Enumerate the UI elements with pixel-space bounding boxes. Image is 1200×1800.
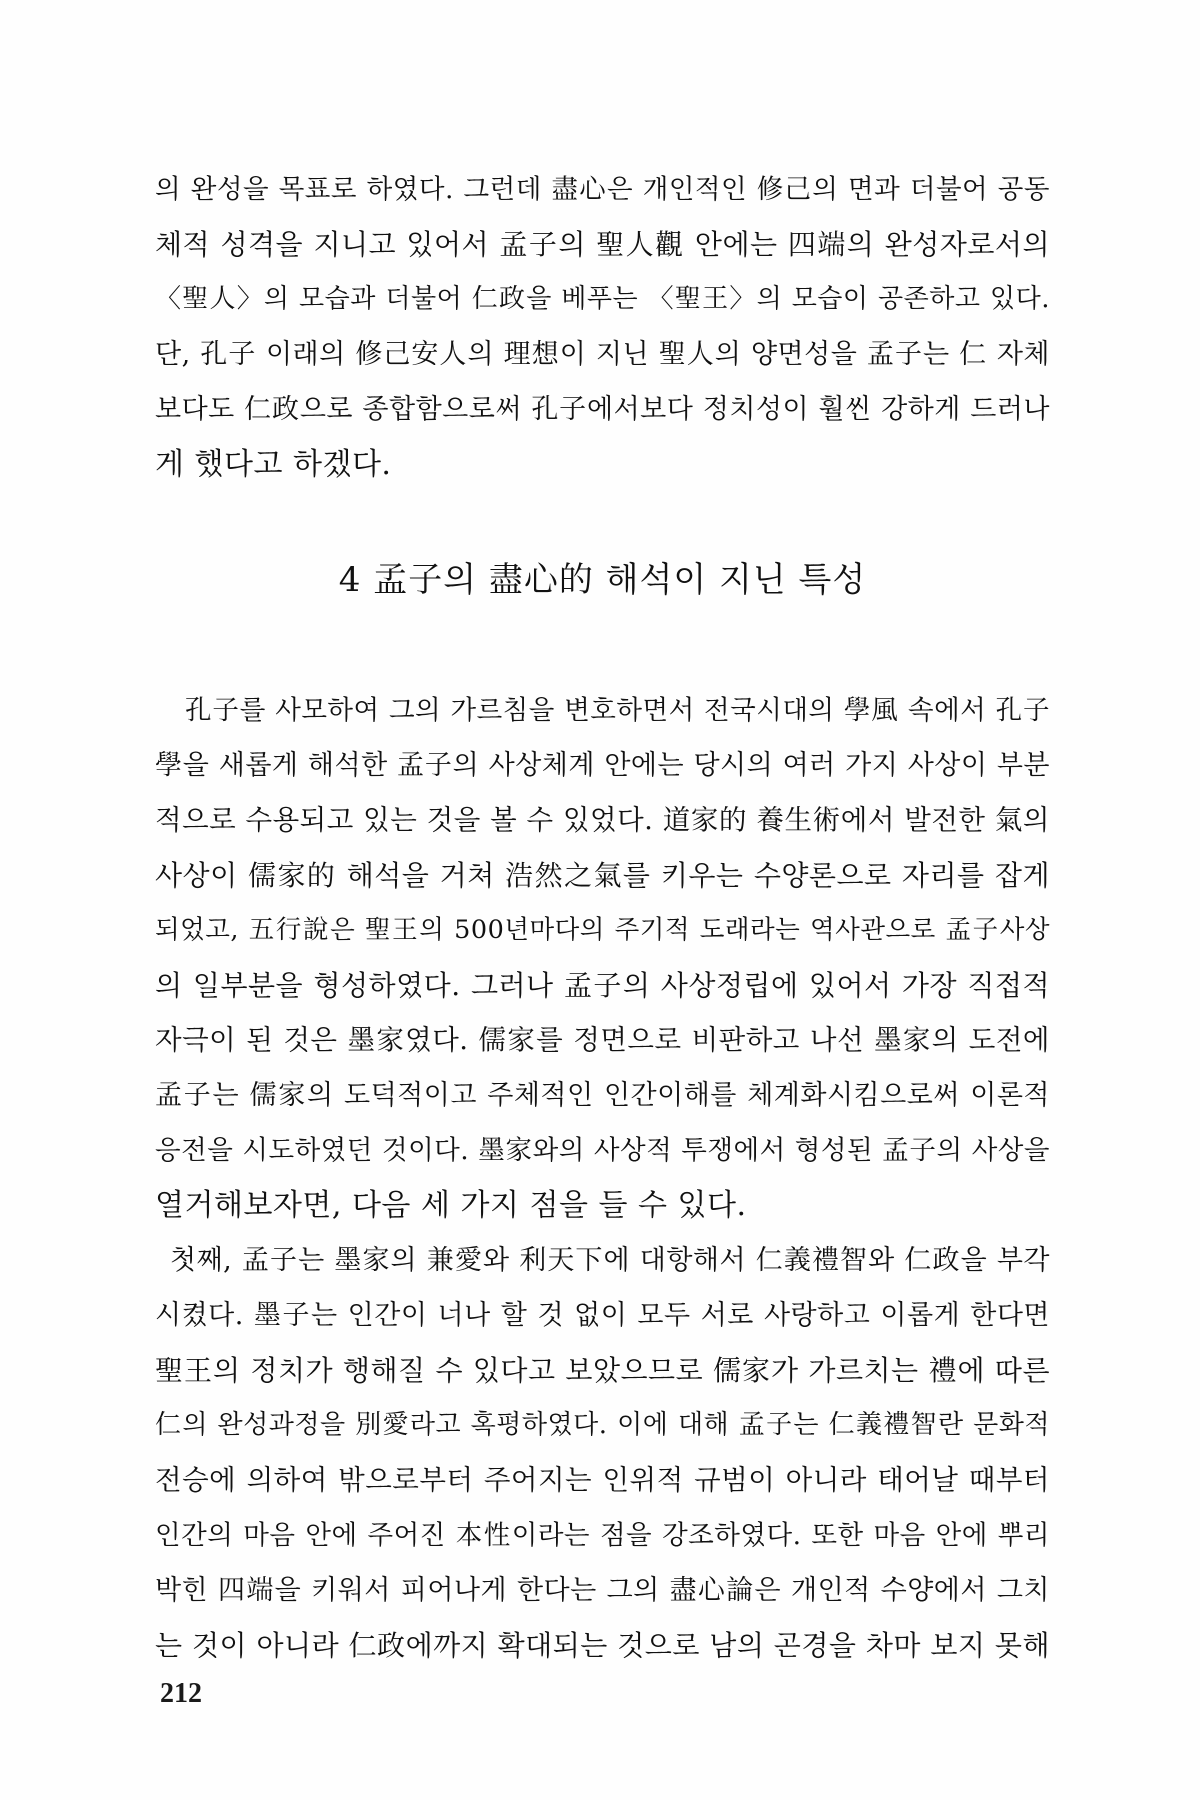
page-number: 212 bbox=[160, 1678, 202, 1709]
text-line: 學을 새롭게 해석한 孟子의 사상체계 안에는 당시의 여러 가지 사상이 부분 bbox=[155, 750, 1050, 781]
text-line: 仁의 완성과정을 別愛라고 혹평하였다. 이에 대해 孟子는 仁義禮智란 문화적 bbox=[155, 1410, 1050, 1440]
text-line: 게 했다고 하겠다. bbox=[155, 447, 392, 482]
text-line: 적으로 수용되고 있는 것을 볼 수 있었다. 道家的 養生術에서 발전한 氣의 bbox=[155, 804, 1050, 836]
text-line: 사상이 儒家的 해석을 거쳐 浩然之氣를 키우는 수양론으로 자리를 잡게 bbox=[155, 859, 1050, 892]
text-line: 는 것이 아니라 仁政에까지 확대되는 것으로 남의 곤경을 차마 보지 못해 bbox=[155, 1629, 1050, 1662]
text-line: 聖王의 정치가 행해질 수 있다고 보았으므로 儒家가 가르치는 禮에 따른 bbox=[155, 1354, 1050, 1387]
text-line: 전승에 의하여 밖으로부터 주어지는 인위적 규범이 아니라 태어날 때부터 bbox=[155, 1464, 1050, 1496]
text-line: 시켰다. 墨子는 인간이 너나 할 것 없이 모두 서로 사랑하고 이롭게 한다면 bbox=[155, 1300, 1050, 1331]
section-body bbox=[155, 683, 1050, 1673]
text-line: 孟子는 儒家의 도덕적이고 주체적인 인간이해를 체계화시킴으로써 이론적 bbox=[155, 1080, 1050, 1111]
section-heading: 4 孟子의 盡心的 해석이 지닌 특성 bbox=[338, 560, 867, 600]
text-line: 열거해보자면, 다음 세 가지 점을 들 수 있다. bbox=[155, 1188, 747, 1223]
text-line: 의 완성을 목표로 하였다. 그런데 盡心은 개인적인 修己의 면과 더불어 공동 bbox=[155, 174, 1050, 205]
text-line: 〈聖人〉의 모습과 더불어 仁政을 베푸는 〈聖王〉의 모습이 공존하고 있다. bbox=[155, 284, 1050, 314]
text-line: 단, 孔子 이래의 修己安人의 理想이 지닌 聖人의 양면성을 孟子는 仁 자체 bbox=[155, 339, 1050, 370]
text-line: 박힌 四端을 키워서 피어나게 한다는 그의 盡心論은 개인적 수양에서 그치 bbox=[155, 1575, 1050, 1606]
text-line: 첫째, 孟子는 墨家의 兼愛와 利天下에 대항해서 仁義禮智와 仁政을 부각 bbox=[170, 1245, 1050, 1276]
paragraph-continuation bbox=[155, 162, 1050, 492]
text-line: 자극이 된 것은 墨家였다. 儒家를 정면으로 비판하고 나선 墨家의 도전에 bbox=[155, 1024, 1050, 1056]
text-line: 보다도 仁政으로 종합함으로써 孔子에서보다 정치성이 훨씬 강하게 드러나 bbox=[155, 394, 1050, 425]
text-line: 孔子를 사모하여 그의 가르침을 변호하면서 전국시대의 學風 속에서 孔子 bbox=[185, 695, 1050, 726]
text-line: 응전을 시도하였던 것이다. 墨家와의 사상적 투쟁에서 형성된 孟子의 사상을 bbox=[155, 1135, 1050, 1166]
text-line: 인간의 마음 안에 주어진 本性이라는 점을 강조하였다. 또한 마음 안에 뿌리 bbox=[155, 1520, 1050, 1551]
text-line: 되었고, 五行說은 聖王의 500년마다의 주기적 도래라는 역사관으로 孟子사상 bbox=[155, 915, 1050, 945]
text-line: 의 일부분을 형성하였다. 그러나 孟子의 사상정립에 있어서 가장 직접적 bbox=[155, 969, 1050, 1002]
text-line: 체적 성격을 지니고 있어서 孟子의 聖人觀 안에는 四端의 완성자로서의 bbox=[155, 228, 1050, 261]
